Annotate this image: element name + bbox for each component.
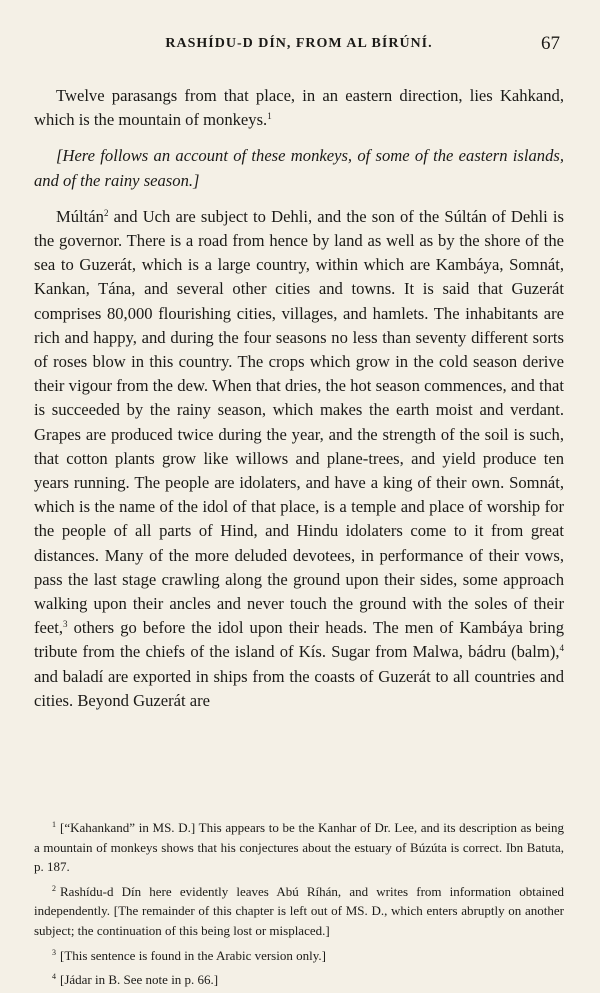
paragraph-1-text: Twelve parasangs from that place, in an eastern direction, lies Kahkand, which is the mountain of monkeys. [34, 86, 564, 130]
paragraph-1 [34, 84, 564, 132]
footnote-3-text: [This sentence is found in the Arabic version only.] [60, 947, 326, 963]
paragraph-3-text-d: and baladí are exported in ships from the coasts of Guzerát to all countries and cities. Beyond Guzerát are [34, 666, 564, 710]
footnote-2-mark: 2 [52, 883, 56, 893]
footnote-1-mark: 1 [52, 820, 56, 829]
footnote-2-text: Rashídu-d Dín here evidently leaves Abú Ríhán, and writes from information obtained independently. [The remainder of this chapter is left out of MS. D., which enters abruptly on another subject; the continuation of this being lost or misplaced.] [34, 883, 564, 938]
footnote-1-text: [“Kahankand” in MS. D.] This appears to be the Kanhar of Dr. Lee, and its description as being a mountain of monkeys shows that his conjectures about the estuary of Búzúta is correct. Ibn Batuta, p. 187. [34, 820, 564, 875]
paragraph-3-text-c: others go before the idol upon their heads. The men of Kambáya bring tribute from the chiefs of the island of Kís. Sugar from Malwa, bádru (balm), [34, 618, 564, 662]
page-number: 67 [541, 33, 560, 54]
footnote-2 [34, 879, 564, 941]
footnote-ref-2: 2 [103, 207, 109, 218]
footnote-3-mark: 3 [52, 947, 56, 957]
running-head: RASHÍDU-D DÍN, FROM AL BÍRÚNÍ. [165, 36, 433, 51]
footnote-ref-3: 3 [63, 619, 68, 630]
footnotes [34, 815, 564, 992]
paragraph-3-text-a: Múltán [56, 206, 104, 226]
page-header [34, 33, 564, 60]
footnote-ref-1: 1 [267, 111, 272, 122]
footnote-4 [34, 967, 564, 990]
paragraph-2-editorial-note: [Here follows an account of these monkeys, of some of the eastern islands, and of the rainy season.] [34, 146, 564, 190]
footnote-ref-4: 4 [559, 643, 564, 654]
footnote-4-text: [Jádar in B. See note in p. 66.] [60, 972, 219, 988]
paragraph-3-text-b: and Uch are subject to Dehli, and the son of the Súltán of Dehli is the governor. There is a road from hence by land as well as by the shore of the sea to Guzerát, which is a large country, within which are Kambáya, Somnát, Kankan, Tána, and several other cities and towns. It is said that Guzerát comprises 80,000 flourishing cities, villages, and hamlets. The inhabitants are rich and happy, and during the four seasons no less than seventy different sorts of roses blow in this country. The crops which grow in the cold season derive their vigour from the dew. When that dries, the hot season commences, and that is succeeded by the rainy season, which makes the earth moist and verdant. Grapes are produced twice during the year, and the strength of the soil is such, that cotton plants grow like willows and plane-trees, and yield produce ten years running. The people are idolaters, and have a king of their own. Somnát, which is the name of the idol of that place, is a temple and place of worship for the people of all parts of Hind, and Hindu idolaters come to it from great distances. Many of the more deluded devotees, in performance of their vows, pass the last stage crawling along the ground upon their sides, some approach walking upon their ancles and never touch the ground with the soles of their feet, [34, 206, 564, 638]
main-text [34, 84, 564, 713]
footnote-3 [34, 943, 564, 966]
footnote-4-mark: 4 [52, 972, 56, 982]
paragraph-3 [34, 205, 564, 713]
footnote-1 [34, 815, 564, 877]
